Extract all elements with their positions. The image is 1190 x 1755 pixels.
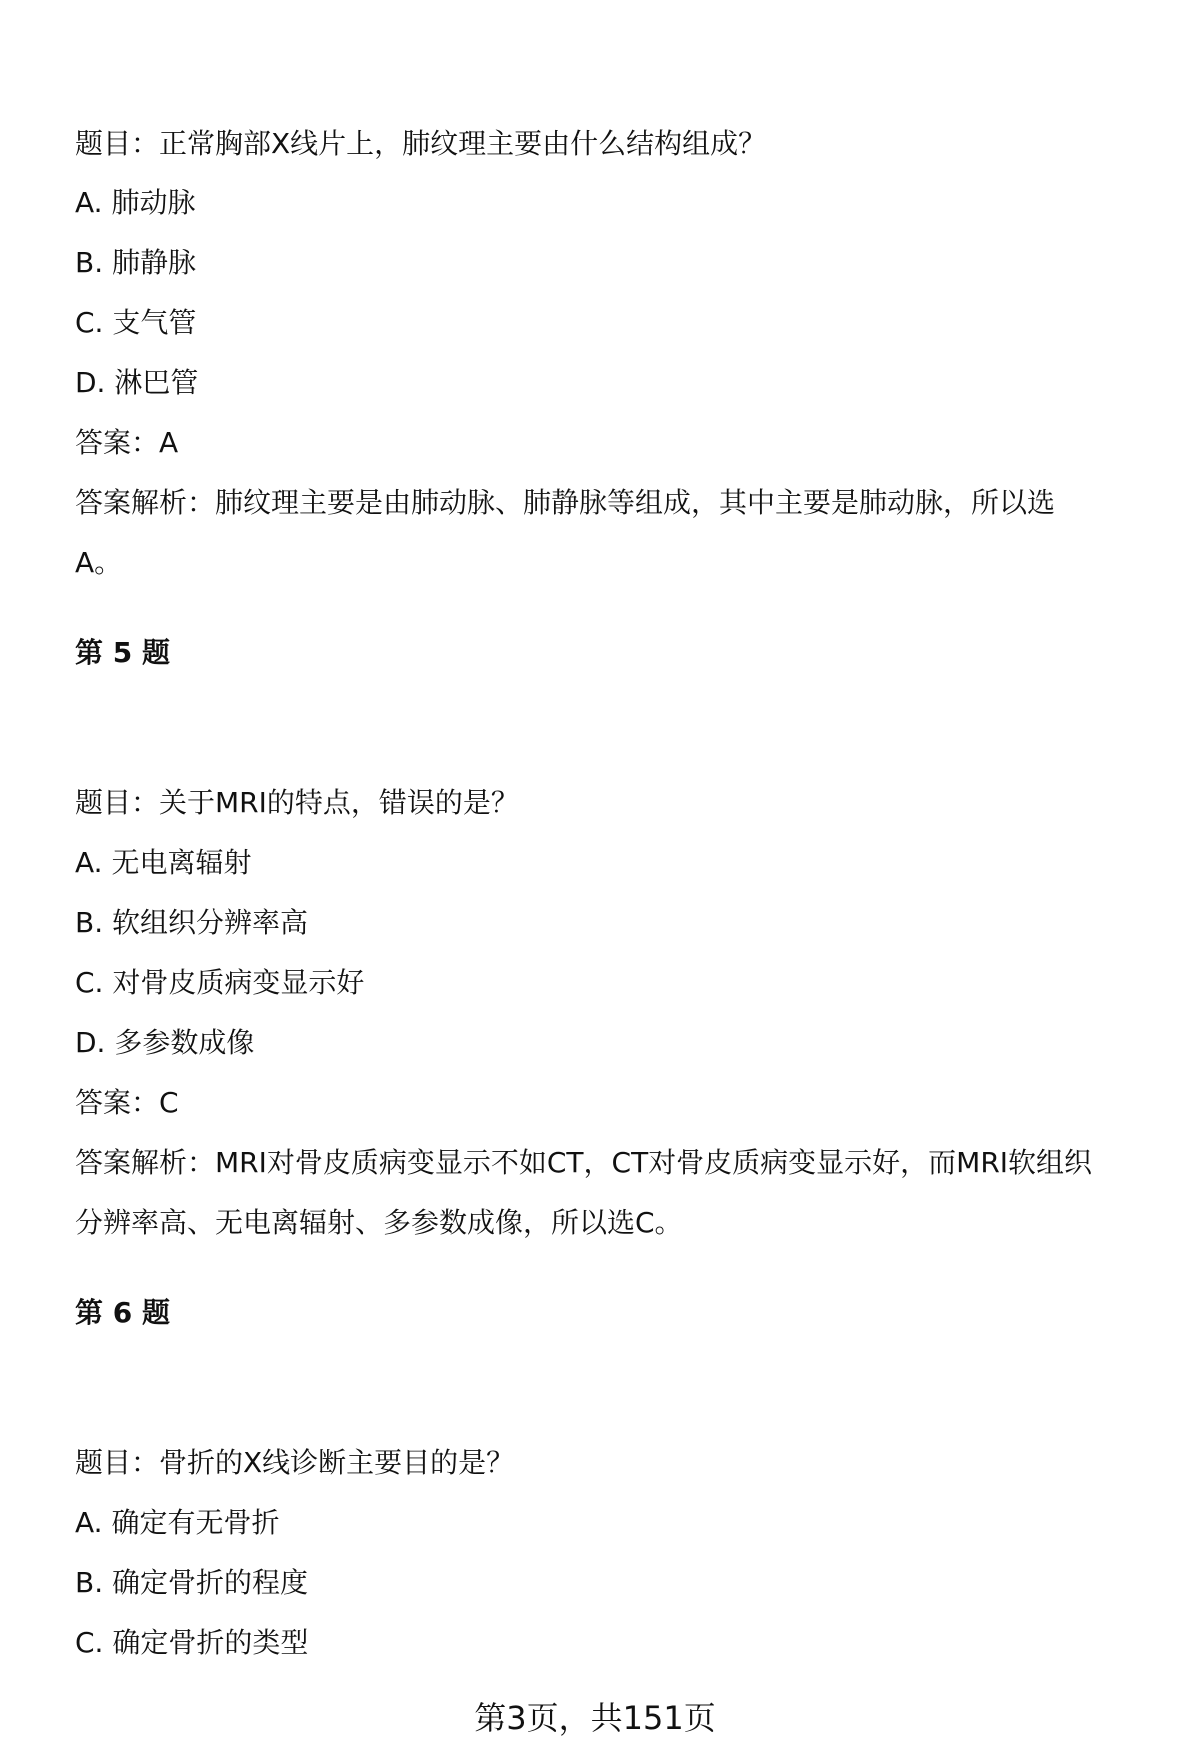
- q6-option-c: C. 确定骨折的类型: [75, 1626, 309, 1659]
- q6-heading: 第 6 题: [75, 1296, 170, 1329]
- q4-answer: 答案：A: [75, 426, 179, 459]
- q5-option-a: A. 无电离辐射: [75, 846, 252, 879]
- q5-explanation-line-1: 答案解析：MRI对骨皮质病变显示不如CT，CT对骨皮质病变显示好，而MRI软组织: [75, 1146, 1093, 1179]
- q4-option-b: B. 肺静脉: [75, 246, 197, 279]
- q5-option-b: B. 软组织分辨率高: [75, 906, 309, 939]
- q5-option-d: D. 多参数成像: [75, 1026, 255, 1059]
- q6-question: 题目：骨折的X线诊断主要目的是？: [75, 1446, 515, 1479]
- q5-question: 题目：关于MRI的特点，错误的是？: [75, 786, 519, 819]
- q6-option-a: A. 确定有无骨折: [75, 1506, 280, 1539]
- q5-option-c: C. 对骨皮质病变显示好: [75, 966, 365, 999]
- page-number-footer: 第3页，共151页: [474, 1699, 716, 1737]
- q6-option-b: B. 确定骨折的程度: [75, 1566, 309, 1599]
- q4-option-c: C. 支气管: [75, 306, 197, 339]
- q5-explanation-line-2: 分辨率高、无电离辐射、多参数成像，所以选C。: [75, 1206, 683, 1239]
- q5-heading: 第 5 题: [75, 636, 170, 669]
- q4-option-a: A. 肺动脉: [75, 186, 196, 219]
- q4-explanation-line-1: 答案解析：肺纹理主要是由肺动脉、肺静脉等组成，其中主要是肺动脉，所以选: [75, 486, 1056, 519]
- q5-answer: 答案：C: [75, 1086, 179, 1119]
- q4-question: 题目：正常胸部X线片上，肺纹理主要由什么结构组成？: [75, 127, 767, 160]
- q4-option-d: D. 淋巴管: [75, 366, 199, 399]
- q4-explanation-line-2: A。: [75, 546, 123, 579]
